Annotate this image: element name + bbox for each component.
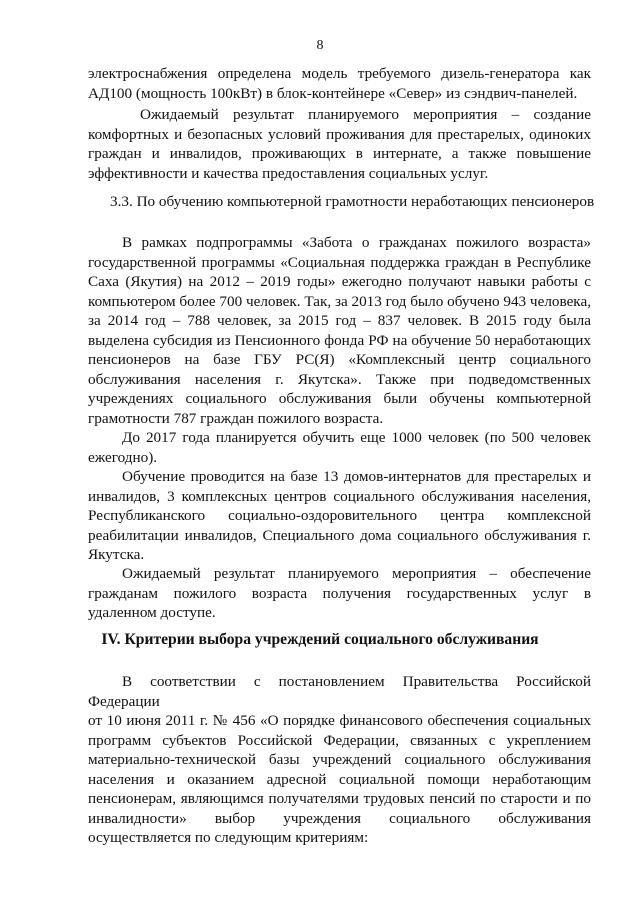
- text-line: реабилитации инвалидов, Специального дома социального обслуживания г.: [88, 526, 591, 544]
- text-line: выделена субсидия из Пенсионного фонда РФ на обучение 50 неработающих: [88, 331, 591, 349]
- text-line: Ожидаемый результат планируемого мероприятия – создание: [140, 106, 591, 123]
- continuation-paragraph: [88, 64, 591, 103]
- page-number: 8: [316, 38, 324, 53]
- text-line: граждан и инвалидов, проживающих в интернате, а также повышение: [88, 145, 591, 162]
- text-line: Республиканского социально-оздоровительного центра комплексной: [88, 507, 591, 524]
- text-line: комфортных и безопасных условий проживания для престарелых, одиноких: [88, 125, 591, 143]
- text-line: Ожидаемый результат планируемого мероприятия – обеспечение: [122, 565, 591, 582]
- text-line: АД100 (мощность 100кВт) в блок-контейнере «Север» из сэндвич-панелей.: [88, 84, 578, 102]
- text-line: ежегодно).: [88, 448, 158, 466]
- text-line: инвалидности» выбор учреждения социального обслуживания: [88, 809, 591, 827]
- text-line: До 2017 года планируется обучить еще 1000 человек (по 500 человек: [122, 429, 591, 446]
- text-line: удаленном доступе.: [88, 604, 216, 621]
- text-line: населения и оказанием адресной социальной помощи неработающим: [88, 770, 591, 788]
- criteria-paragraph: [88, 672, 591, 848]
- text-line: обслуживания населения г. Якутска». Также при подведомственных: [88, 370, 591, 388]
- text-line: осуществляется по следующим критериям:: [88, 829, 369, 846]
- program-paragraph: [88, 233, 591, 428]
- expected-result-paragraph-2: [88, 564, 591, 623]
- text-line: Обучение проводится на базе 13 домов-интернатов для престарелых и: [122, 468, 591, 485]
- text-line: В рамках подпрограммы «Забота о гражданах пожилого возраста»: [122, 234, 591, 251]
- text-line: от 10 июня 2011 г. № 456 «О порядке финансового обеспечения социальных: [88, 712, 591, 729]
- text-line: пенсионеров на базе ГБУ РС(Я) «Комплексный центр социального: [88, 351, 591, 368]
- text-line: государственной программы «Социальная поддержка граждан в Республике: [88, 253, 591, 271]
- text-line: эффективности и качества предоставления социальных услуг.: [88, 164, 489, 182]
- text-line: В соответствии с постановлением Правительства Российской Федерации: [88, 673, 591, 710]
- section-3-3-heading: 3.3. По обучению компьютерной грамотности неработающих пенсионеров: [110, 193, 595, 210]
- text-line: пенсионерам, являющимся получателями трудовых пенсий по старости и по: [88, 790, 591, 807]
- expected-result-paragraph: [88, 105, 591, 183]
- text-line: Якутска.: [88, 546, 145, 563]
- text-line: компьютером более 700 человек. Так, за 2013 год было обучено 943 человека,: [88, 292, 591, 310]
- plan-2017-paragraph: [88, 428, 591, 467]
- text-line: программ субъектов Российской Федерации, связанных с укреплением: [88, 731, 591, 749]
- text-line: Саха (Якутия) на 2012 – 2019 годы» ежегодно получают навыки работы с: [88, 273, 591, 290]
- text-line: электроснабжения определена модель требуемого дизель-генератора как: [88, 65, 591, 82]
- text-line: учреждениях социального обслуживания были обучены компьютерной: [88, 390, 591, 407]
- text-line: за 2014 год – 788 человек, за 2015 год – 837 человек. В 2015 году была: [88, 312, 591, 329]
- text-line: материально-технической базы учреждений социального обслуживания: [88, 751, 591, 768]
- training-paragraph: [88, 467, 591, 565]
- text-line: гражданам пожилого возраста получения государственных услуг в: [88, 584, 591, 602]
- section-iv-heading: IV. Критерии выбора учреждений социального обслуживания: [101, 631, 539, 648]
- text-line: грамотности 787 граждан пожилого возраста.: [88, 409, 384, 427]
- text-line: инвалидов, 3 комплексных центров социального обслуживания населения,: [88, 487, 591, 505]
